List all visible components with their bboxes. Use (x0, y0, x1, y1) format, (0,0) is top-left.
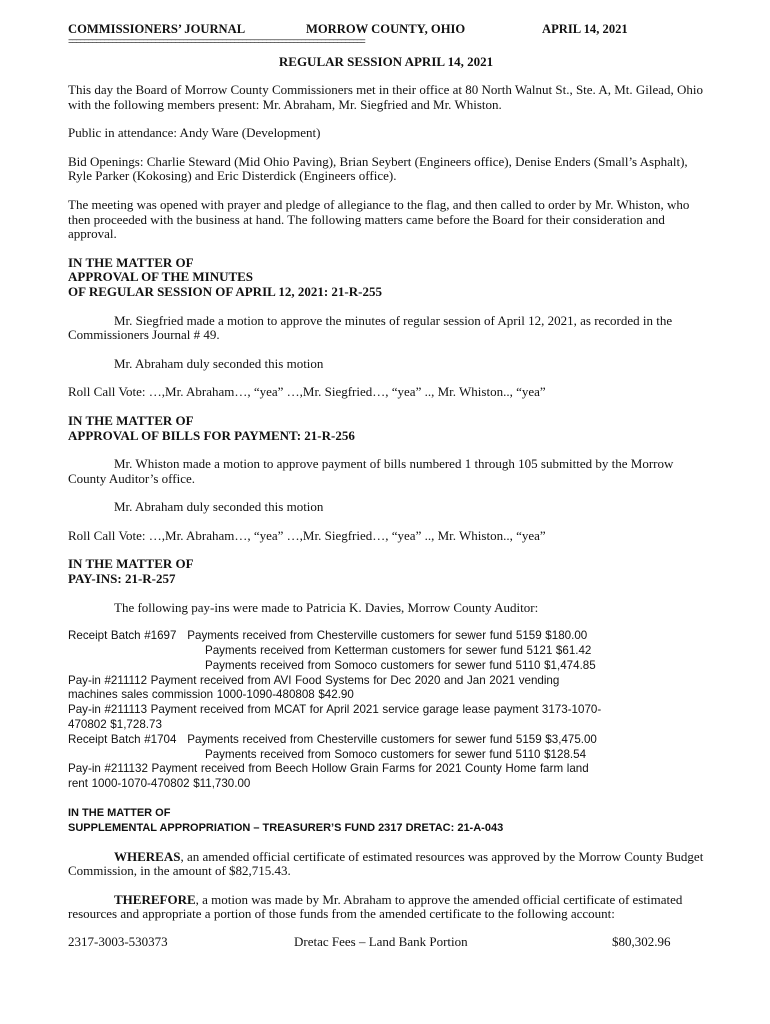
whereas-text: , an amended official certificate of estimated resources was approved by the Morrow County Budget Commission, in the amount of $82,715.43. (68, 848, 704, 879)
payin-line: Payments received from Ketterman customers for sewer fund 5121 $61.42 (205, 644, 592, 658)
bills-motion: Mr. Whiston made a motion to approve payment of bills numbered 1 through 105 submitted by the Morrow County Auditor’s office. (68, 456, 674, 486)
payin-line: Pay-in #211113 Payment received from MCAT for April 2021 service garage lease payment 3173-1070- (68, 703, 602, 717)
heading-line: APPROVAL OF THE MINUTES (68, 269, 254, 285)
page-header (68, 22, 704, 38)
bid-openings-paragraph: Bid Openings: Charlie Steward (Mid Ohio Paving), Brian Seybert (Engineers office), Denise Enders (Small’s Asphalt), Ryle Parker (Kokosing) and Eric Disterdick (Engineers office). (68, 153, 688, 184)
payin-line: Receipt Batch #1704 Payments received from Chesterville customers for sewer fund 5159 $3,475.00 (68, 732, 597, 746)
account-description: Dretac Fees – Land Bank Portion (294, 933, 468, 949)
payin-line: Payments received from Somoco customers for sewer fund 5110 $1,474.85 (205, 658, 596, 672)
heading-line: SUPPLEMENTAL APPROPRIATION – TREASURER’S FUND 2317 DRETAC: 21-A-043 (68, 821, 504, 834)
intro-paragraph: This day the Board of Morrow County Commissioners met in their office at 80 North Walnut St., Ste. A, Mt. Gilead, Ohio with the following members present: Mr. Abraham, Mr. Siegfried and Mr. Whiston. (68, 82, 704, 112)
header-rule: =========================================================================== (68, 38, 365, 47)
minutes-second: Mr. Abraham duly seconded this motion (114, 355, 324, 371)
heading-line: IN THE MATTER OF (68, 254, 194, 270)
attendance-paragraph: Public in attendance: Andy Ware (Development) (68, 125, 321, 141)
bills-heading (68, 414, 704, 443)
payins-list (68, 629, 704, 792)
whereas-paragraph (68, 850, 704, 879)
minutes-roll-call: Roll Call Vote: …,Mr. Abraham…, “yea” …,Mr. Siegfried…, “yea” .., Mr. Whiston.., “yea” (68, 384, 546, 400)
minutes-motion: Mr. Siegfried made a motion to approve the minutes of regular session of April 12, 2021, as recorded in the Commissioners Journal # 49. (68, 312, 673, 343)
opening-paragraph: The meeting was opened with prayer and pledge of allegiance to the flag, and then called to order by Mr. Whiston, who then proceeded with the business at hand. The following matters came before the Board for their consideration and approval. (68, 196, 690, 242)
payin-line: Receipt Batch #1697 Payments received from Chesterville customers for sewer fund 5159 $180.00 (68, 629, 588, 643)
account-amount: $80,302.96 (612, 933, 671, 949)
therefore-paragraph (68, 893, 704, 922)
heading-line: IN THE MATTER OF (68, 412, 194, 428)
journal-page (68, 22, 704, 950)
heading-line: IN THE MATTER OF (68, 807, 171, 820)
heading-line: OF REGULAR SESSION OF APRIL 12, 2021: 21-R-255 (68, 283, 382, 299)
payin-line: Payments received from Somoco customers for sewer fund 5110 $128.54 (205, 747, 587, 761)
payin-line: Pay-in #211132 Payment received from Beech Hollow Grain Farms for 2021 County Home farm land (68, 762, 589, 776)
journal-name: COMMISSIONERS’ JOURNAL (68, 22, 246, 36)
bills-second: Mr. Abraham duly seconded this motion (114, 499, 324, 515)
payin-line: rent 1000-1070-470802 $11,730.00 (68, 777, 251, 791)
minutes-heading (68, 256, 704, 300)
payins-intro: The following pay-ins were made to Patricia K. Davies, Morrow County Auditor: (114, 599, 539, 615)
supplemental-heading (68, 806, 704, 836)
county-name: MORROW COUNTY, OHIO (306, 22, 466, 36)
heading-line: APPROVAL OF BILLS FOR PAYMENT: 21-R-256 (68, 427, 355, 443)
therefore-keyword: THEREFORE (114, 891, 196, 907)
account-number: 2317-3003-530373 (68, 933, 168, 949)
payin-line: machines sales commission 1000-1090-480808 $42.90 (68, 688, 354, 702)
payins-heading (68, 557, 704, 586)
header-date: APRIL 14, 2021 (542, 22, 628, 36)
appropriation-account-row (68, 934, 704, 950)
payin-line: Pay-in #211112 Payment received from AVI Food Systems for Dec 2020 and Jan 2021 vending (68, 673, 560, 687)
session-title: REGULAR SESSION APRIL 14, 2021 (278, 54, 494, 69)
payin-line: 470802 $1,728.73 (68, 718, 162, 732)
heading-line: PAY-INS: 21-R-257 (68, 571, 176, 587)
bills-roll-call: Roll Call Vote: …,Mr. Abraham…, “yea” …,Mr. Siegfried…, “yea” .., Mr. Whiston.., “yea” (68, 527, 546, 543)
therefore-text: , a motion was made by Mr. Abraham to approve the amended official certificate of estimated resources and appropriate a portion of those funds from the amended certificate to the following account: (68, 891, 683, 922)
heading-line: IN THE MATTER OF (68, 556, 194, 572)
whereas-keyword: WHEREAS (114, 848, 181, 864)
